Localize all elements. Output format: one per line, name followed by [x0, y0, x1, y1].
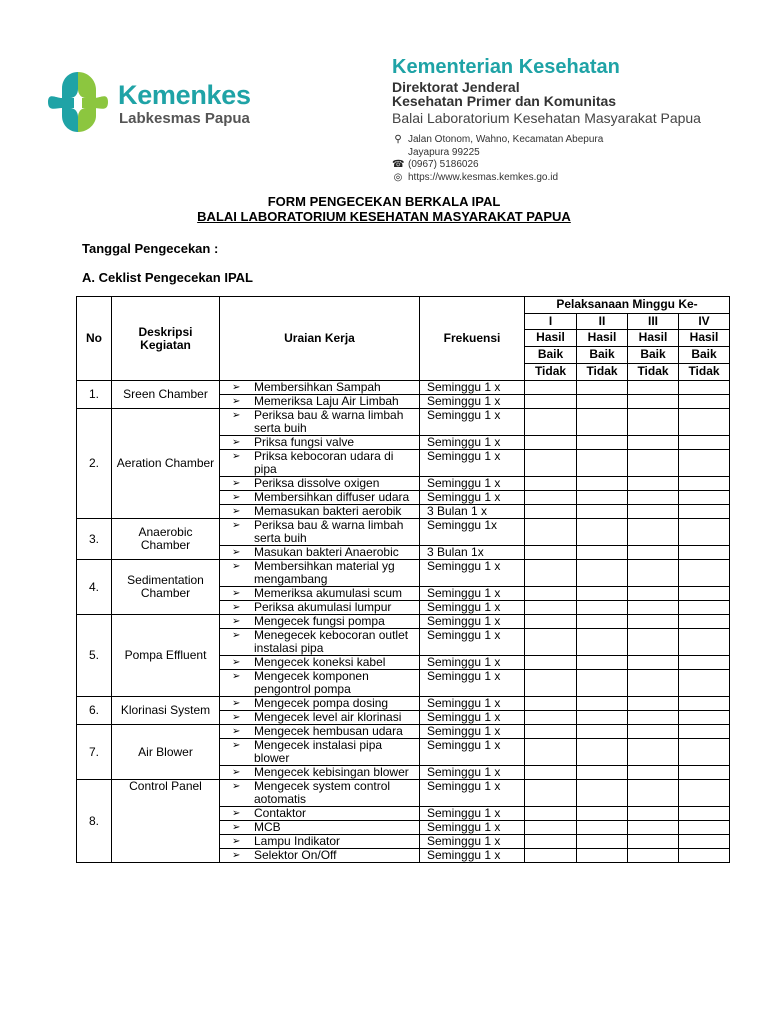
table-row [77, 381, 730, 395]
row-number: 2. [77, 409, 112, 519]
week-check-cell[interactable] [525, 780, 577, 807]
header-tidak: Tidak [577, 364, 628, 381]
uraian-kerja [220, 780, 420, 807]
week-check-cell[interactable] [577, 519, 628, 546]
frekuensi-value: Seminggu 1 x [420, 849, 525, 863]
week-check-cell[interactable] [525, 711, 577, 725]
address-line-2: Jayapura 99225 [408, 147, 480, 158]
week-check-cell[interactable] [577, 629, 628, 656]
week-check-cell[interactable] [577, 670, 628, 697]
week-check-cell[interactable] [628, 395, 679, 409]
week-check-cell[interactable] [628, 519, 679, 546]
task-text: Periksa bau & warna limbah serta buih [254, 518, 404, 545]
task-text: Priksa kebocoran udara di pipa [254, 449, 394, 476]
week-check-cell[interactable] [628, 821, 679, 835]
week-check-cell[interactable] [577, 601, 628, 615]
address-text: Jalan Otonom, Wahno, Kecamatan Abepura [408, 134, 604, 145]
week-check-cell[interactable] [525, 601, 577, 615]
week-check-cell[interactable] [679, 780, 730, 807]
uraian-kerja [220, 519, 420, 546]
week-check-cell[interactable] [628, 615, 679, 629]
frekuensi-value: Seminggu 1 x [420, 450, 525, 477]
row-number: 6. [77, 697, 112, 725]
task-text: Contaktor [254, 806, 307, 820]
kemenkes-logo-icon [46, 68, 110, 136]
week-check-cell[interactable] [525, 546, 577, 560]
week-check-cell[interactable] [679, 436, 730, 450]
arrow-bullet-icon: ➢ [232, 561, 241, 572]
table-row [77, 615, 730, 629]
week-check-cell[interactable] [525, 587, 577, 601]
row-number: 5. [77, 615, 112, 697]
week-check-cell[interactable] [577, 656, 628, 670]
uraian-kerja [220, 587, 420, 601]
table-row [77, 560, 730, 587]
week-check-cell[interactable] [577, 491, 628, 505]
week-check-cell[interactable] [679, 381, 730, 395]
week-check-cell[interactable] [577, 766, 628, 780]
week-check-cell[interactable] [679, 546, 730, 560]
directorate-line: Direktorat Jenderal [392, 79, 520, 95]
week-check-cell[interactable] [628, 491, 679, 505]
week-check-cell[interactable] [679, 821, 730, 835]
week-check-cell[interactable] [628, 477, 679, 491]
task-text: Mengecek hembusan udara [254, 724, 403, 738]
week-check-cell[interactable] [525, 395, 577, 409]
week-check-cell[interactable] [628, 436, 679, 450]
week-check-cell[interactable] [577, 450, 628, 477]
week-check-cell[interactable] [628, 670, 679, 697]
row-number: 4. [77, 560, 112, 615]
header-week-2: II [577, 314, 628, 330]
task-text: Masukan bakteri Anaerobic [254, 545, 399, 559]
uraian-kerja [220, 725, 420, 739]
week-check-cell[interactable] [679, 519, 730, 546]
arrow-bullet-icon: ➢ [232, 520, 241, 531]
week-check-cell[interactable] [679, 835, 730, 849]
header-no: No [77, 297, 112, 381]
week-check-cell[interactable] [525, 436, 577, 450]
week-check-cell[interactable] [577, 697, 628, 711]
week-check-cell[interactable] [679, 766, 730, 780]
week-check-cell[interactable] [525, 477, 577, 491]
form-title: FORM PENGECEKAN BERKALA IPAL [267, 194, 501, 209]
week-check-cell[interactable] [577, 505, 628, 519]
task-text: Membersihkan diffuser udara [254, 490, 410, 504]
frekuensi-value: Seminggu 1 x [420, 560, 525, 587]
header-hasil: Hasil [679, 330, 730, 347]
checklist-table [76, 296, 730, 863]
task-text: Memasukan bakteri aerobik [254, 504, 402, 518]
frekuensi-value: Seminggu 1 x [420, 821, 525, 835]
globe-icon: ◎ [393, 172, 403, 183]
week-check-cell[interactable] [679, 450, 730, 477]
week-check-cell[interactable] [679, 601, 730, 615]
week-check-cell[interactable] [577, 615, 628, 629]
task-text: Mengecek kebisingan blower [254, 765, 409, 779]
website-line [392, 172, 558, 183]
week-check-cell[interactable] [679, 739, 730, 766]
frekuensi-value: Seminggu 1 x [420, 780, 525, 807]
uraian-kerja [220, 560, 420, 587]
uraian-kerja [220, 629, 420, 656]
header-baik: Baik [679, 347, 730, 364]
header-deskripsi: Deskripsi Kegiatan [112, 297, 220, 381]
week-check-cell[interactable] [525, 697, 577, 711]
task-text: Periksa bau & warna limbah serta buih [254, 408, 404, 435]
task-text: Menegecek kebocoran outlet instalasi pipa [254, 628, 409, 655]
header-pelaksanaan: Pelaksanaan Minggu Ke- [525, 297, 730, 314]
task-text: Mengecek koneksi kabel [254, 655, 386, 669]
deskripsi-kegiatan: Klorinasi System [112, 697, 220, 725]
uraian-kerja [220, 450, 420, 477]
week-check-cell[interactable] [679, 849, 730, 863]
week-check-cell[interactable] [577, 546, 628, 560]
row-number: 7. [77, 725, 112, 780]
week-check-cell[interactable] [577, 725, 628, 739]
address-line-1 [392, 134, 603, 145]
arrow-bullet-icon: ➢ [232, 478, 241, 489]
week-check-cell[interactable] [679, 395, 730, 409]
table-row [77, 725, 730, 739]
week-check-cell[interactable] [679, 615, 730, 629]
task-text: Mengecek komponen pengontrol pompa [254, 669, 369, 696]
table-row [77, 780, 730, 807]
week-check-cell[interactable] [679, 560, 730, 587]
arrow-bullet-icon: ➢ [232, 726, 241, 737]
uraian-kerja [220, 739, 420, 766]
deskripsi-kegiatan: Anaerobic Chamber [112, 519, 220, 560]
frekuensi-value: Seminggu 1 x [420, 766, 525, 780]
frekuensi-value: Seminggu 1 x [420, 725, 525, 739]
week-check-cell[interactable] [525, 381, 577, 395]
section-label: A. Ceklist Pengecekan IPAL [82, 270, 253, 285]
uraian-kerja [220, 546, 420, 560]
week-check-cell[interactable] [577, 849, 628, 863]
task-text: Mengecek level air klorinasi [254, 710, 402, 724]
arrow-bullet-icon: ➢ [232, 616, 241, 627]
week-check-cell[interactable] [628, 505, 679, 519]
row-number: 1. [77, 381, 112, 409]
frekuensi-value: Seminggu 1 x [420, 491, 525, 505]
directorate-name: Kesehatan Primer dan Komunitas [392, 93, 617, 109]
arrow-bullet-icon: ➢ [232, 602, 241, 613]
week-check-cell[interactable] [679, 725, 730, 739]
frekuensi-value: 3 Bulan 1x [420, 546, 525, 560]
frekuensi-value: Seminggu 1 x [420, 835, 525, 849]
header-tidak: Tidak [628, 364, 679, 381]
frekuensi-value: Seminggu 1 x [420, 395, 525, 409]
week-check-cell[interactable] [628, 629, 679, 656]
task-text: Periksa akumulasi lumpur [254, 600, 392, 614]
header-hasil: Hasil [525, 330, 577, 347]
week-check-cell[interactable] [628, 546, 679, 560]
week-check-cell[interactable] [525, 519, 577, 546]
week-check-cell[interactable] [577, 560, 628, 587]
arrow-bullet-icon: ➢ [232, 808, 241, 819]
week-check-cell[interactable] [628, 711, 679, 725]
deskripsi-kegiatan: Sedimentation Chamber [112, 560, 220, 615]
week-check-cell[interactable] [679, 409, 730, 436]
checklist-body [77, 381, 730, 863]
task-text: Membersihkan material yg mengambang [254, 559, 395, 586]
arrow-bullet-icon: ➢ [232, 630, 241, 641]
header-baik: Baik [525, 347, 577, 364]
week-check-cell[interactable] [628, 725, 679, 739]
header-tidak: Tidak [525, 364, 577, 381]
arrow-bullet-icon: ➢ [232, 396, 241, 407]
uraian-kerja [220, 395, 420, 409]
week-check-cell[interactable] [525, 491, 577, 505]
frekuensi-value: Seminggu 1 x [420, 409, 525, 436]
arrow-bullet-icon: ➢ [232, 451, 241, 462]
location-pin-icon: ⚲ [394, 134, 402, 145]
week-check-cell[interactable] [577, 436, 628, 450]
frekuensi-value: Seminggu 1 x [420, 381, 525, 395]
table-row [77, 409, 730, 436]
week-check-cell[interactable] [577, 739, 628, 766]
header-week-1: I [525, 314, 577, 330]
frekuensi-value: Seminggu 1 x [420, 656, 525, 670]
week-check-cell[interactable] [679, 807, 730, 821]
row-number: 8. [77, 780, 112, 863]
week-check-cell[interactable] [679, 670, 730, 697]
week-check-cell[interactable] [525, 766, 577, 780]
arrow-bullet-icon: ➢ [232, 410, 241, 421]
week-check-cell[interactable] [628, 807, 679, 821]
deskripsi-kegiatan: Pompa Effluent [112, 615, 220, 697]
institution-name: Balai Laboratorium Kesehatan Masyarakat Papua [392, 110, 701, 126]
week-check-cell[interactable] [628, 587, 679, 601]
week-check-cell[interactable] [628, 766, 679, 780]
frekuensi-value: 3 Bulan 1 x [420, 505, 525, 519]
uraian-kerja [220, 409, 420, 436]
week-check-cell[interactable] [577, 711, 628, 725]
week-check-cell[interactable] [628, 835, 679, 849]
header-tidak: Tidak [679, 364, 730, 381]
logo-subtitle: Labkesmas Papua [119, 110, 250, 127]
frekuensi-value: Seminggu 1 x [420, 436, 525, 450]
header-hasil: Hasil [577, 330, 628, 347]
week-check-cell[interactable] [577, 395, 628, 409]
tanggal-label: Tanggal Pengecekan : [82, 241, 219, 256]
arrow-bullet-icon: ➢ [232, 767, 241, 778]
arrow-bullet-icon: ➢ [232, 492, 241, 503]
task-text: Selektor On/Off [254, 848, 337, 862]
task-text: Memeriksa Laju Air Limbah [254, 394, 399, 408]
arrow-bullet-icon: ➢ [232, 822, 241, 833]
week-check-cell[interactable] [525, 656, 577, 670]
week-check-cell[interactable] [525, 807, 577, 821]
uraian-kerja [220, 656, 420, 670]
task-text: Membersihkan Sampah [254, 380, 381, 394]
uraian-kerja [220, 491, 420, 505]
week-check-cell[interactable] [628, 780, 679, 807]
uraian-kerja [220, 711, 420, 725]
deskripsi-kegiatan: Air Blower [112, 725, 220, 780]
frekuensi-value: Seminggu 1 x [420, 670, 525, 697]
task-text: Memeriksa akumulasi scum [254, 586, 403, 600]
week-check-cell[interactable] [679, 656, 730, 670]
week-check-cell[interactable] [628, 739, 679, 766]
week-check-cell[interactable] [679, 477, 730, 491]
phone-text: (0967) 5186026 [408, 159, 479, 170]
arrow-bullet-icon: ➢ [232, 698, 241, 709]
week-check-cell[interactable] [577, 835, 628, 849]
arrow-bullet-icon: ➢ [232, 657, 241, 668]
header-frekuensi: Frekuensi [420, 297, 525, 381]
uraian-kerja [220, 670, 420, 697]
deskripsi-kegiatan: Control Panel [112, 780, 220, 863]
week-check-cell[interactable] [628, 381, 679, 395]
week-check-cell[interactable] [577, 780, 628, 807]
week-check-cell[interactable] [628, 656, 679, 670]
arrow-bullet-icon: ➢ [232, 382, 241, 393]
task-text: Lampu Indikator [254, 834, 341, 848]
uraian-kerja [220, 505, 420, 519]
week-check-cell[interactable] [525, 849, 577, 863]
uraian-kerja [220, 436, 420, 450]
week-check-cell[interactable] [525, 670, 577, 697]
week-check-cell[interactable] [679, 587, 730, 601]
frekuensi-value: Seminggu 1 x [420, 615, 525, 629]
arrow-bullet-icon: ➢ [232, 588, 241, 599]
task-text: Mengecek instalasi pipa blower [254, 738, 383, 765]
week-check-cell[interactable] [525, 821, 577, 835]
uraian-kerja [220, 601, 420, 615]
phone-line [392, 159, 479, 170]
arrow-bullet-icon: ➢ [232, 547, 241, 558]
arrow-bullet-icon: ➢ [232, 781, 241, 792]
week-check-cell[interactable] [525, 629, 577, 656]
arrow-bullet-icon: ➢ [232, 437, 241, 448]
frekuensi-value: Seminggu 1 x [420, 739, 525, 766]
week-check-cell[interactable] [525, 450, 577, 477]
deskripsi-kegiatan: Aeration Chamber [112, 409, 220, 519]
week-check-cell[interactable] [679, 697, 730, 711]
week-check-cell[interactable] [679, 629, 730, 656]
uraian-kerja [220, 807, 420, 821]
website-text: https://www.kesmas.kemkes.go.id [408, 172, 559, 183]
arrow-bullet-icon: ➢ [232, 671, 241, 682]
week-check-cell[interactable] [525, 835, 577, 849]
arrow-bullet-icon: ➢ [232, 740, 241, 751]
task-text: Mengecek pompa dosing [254, 696, 389, 710]
frekuensi-value: Seminggu 1 x [420, 629, 525, 656]
header-baik: Baik [628, 347, 679, 364]
uraian-kerja [220, 477, 420, 491]
week-check-cell[interactable] [628, 450, 679, 477]
task-text: Priksa fungsi valve [254, 435, 355, 449]
week-check-cell[interactable] [525, 505, 577, 519]
header-week-3: III [628, 314, 679, 330]
arrow-bullet-icon: ➢ [232, 850, 241, 861]
phone-icon: ☎ [392, 159, 405, 170]
week-check-cell[interactable] [679, 711, 730, 725]
uraian-kerja [220, 849, 420, 863]
week-check-cell[interactable] [525, 725, 577, 739]
uraian-kerja [220, 697, 420, 711]
week-check-cell[interactable] [679, 491, 730, 505]
task-text: MCB [254, 820, 281, 834]
task-text: Periksa dissolve oxigen [254, 476, 380, 490]
week-check-cell[interactable] [577, 409, 628, 436]
week-check-cell[interactable] [577, 381, 628, 395]
task-text: Mengecek system control aotomatis [254, 779, 391, 806]
header-uraian: Uraian Kerja [220, 297, 420, 381]
frekuensi-value: Seminggu 1 x [420, 711, 525, 725]
week-check-cell[interactable] [525, 739, 577, 766]
logo-name: Kemenkes [118, 80, 251, 110]
frekuensi-value: Seminggu 1 x [420, 587, 525, 601]
frekuensi-value: Seminggu 1x [420, 519, 525, 546]
week-check-cell[interactable] [628, 560, 679, 587]
header-baik: Baik [577, 347, 628, 364]
uraian-kerja [220, 766, 420, 780]
uraian-kerja [220, 835, 420, 849]
uraian-kerja [220, 821, 420, 835]
task-text: Mengecek fungsi pompa [254, 614, 385, 628]
week-check-cell[interactable] [525, 615, 577, 629]
frekuensi-value: Seminggu 1 x [420, 601, 525, 615]
week-check-cell[interactable] [577, 477, 628, 491]
arrow-bullet-icon: ➢ [232, 712, 241, 723]
week-check-cell[interactable] [525, 409, 577, 436]
ministry-title: Kementerian Kesehatan [392, 56, 620, 78]
header-week-4: IV [679, 314, 730, 330]
week-check-cell[interactable] [577, 821, 628, 835]
arrow-bullet-icon: ➢ [232, 836, 241, 847]
week-check-cell[interactable] [628, 697, 679, 711]
week-check-cell[interactable] [628, 409, 679, 436]
deskripsi-kegiatan: Sreen Chamber [112, 381, 220, 409]
table-row [77, 519, 730, 546]
arrow-bullet-icon: ➢ [232, 506, 241, 517]
frekuensi-value: Seminggu 1 x [420, 807, 525, 821]
week-check-cell[interactable] [577, 807, 628, 821]
uraian-kerja [220, 615, 420, 629]
row-number: 3. [77, 519, 112, 560]
header-hasil: Hasil [628, 330, 679, 347]
uraian-kerja [220, 381, 420, 395]
frekuensi-value: Seminggu 1 x [420, 697, 525, 711]
form-subtitle: BALAI LABORATORIUM KESEHATAN MASYARAKAT PAPUA [197, 209, 571, 224]
week-check-cell[interactable] [628, 601, 679, 615]
week-check-cell[interactable] [525, 560, 577, 587]
week-check-cell[interactable] [628, 849, 679, 863]
week-check-cell[interactable] [577, 587, 628, 601]
frekuensi-value: Seminggu 1 x [420, 477, 525, 491]
week-check-cell[interactable] [679, 505, 730, 519]
table-row [77, 697, 730, 711]
